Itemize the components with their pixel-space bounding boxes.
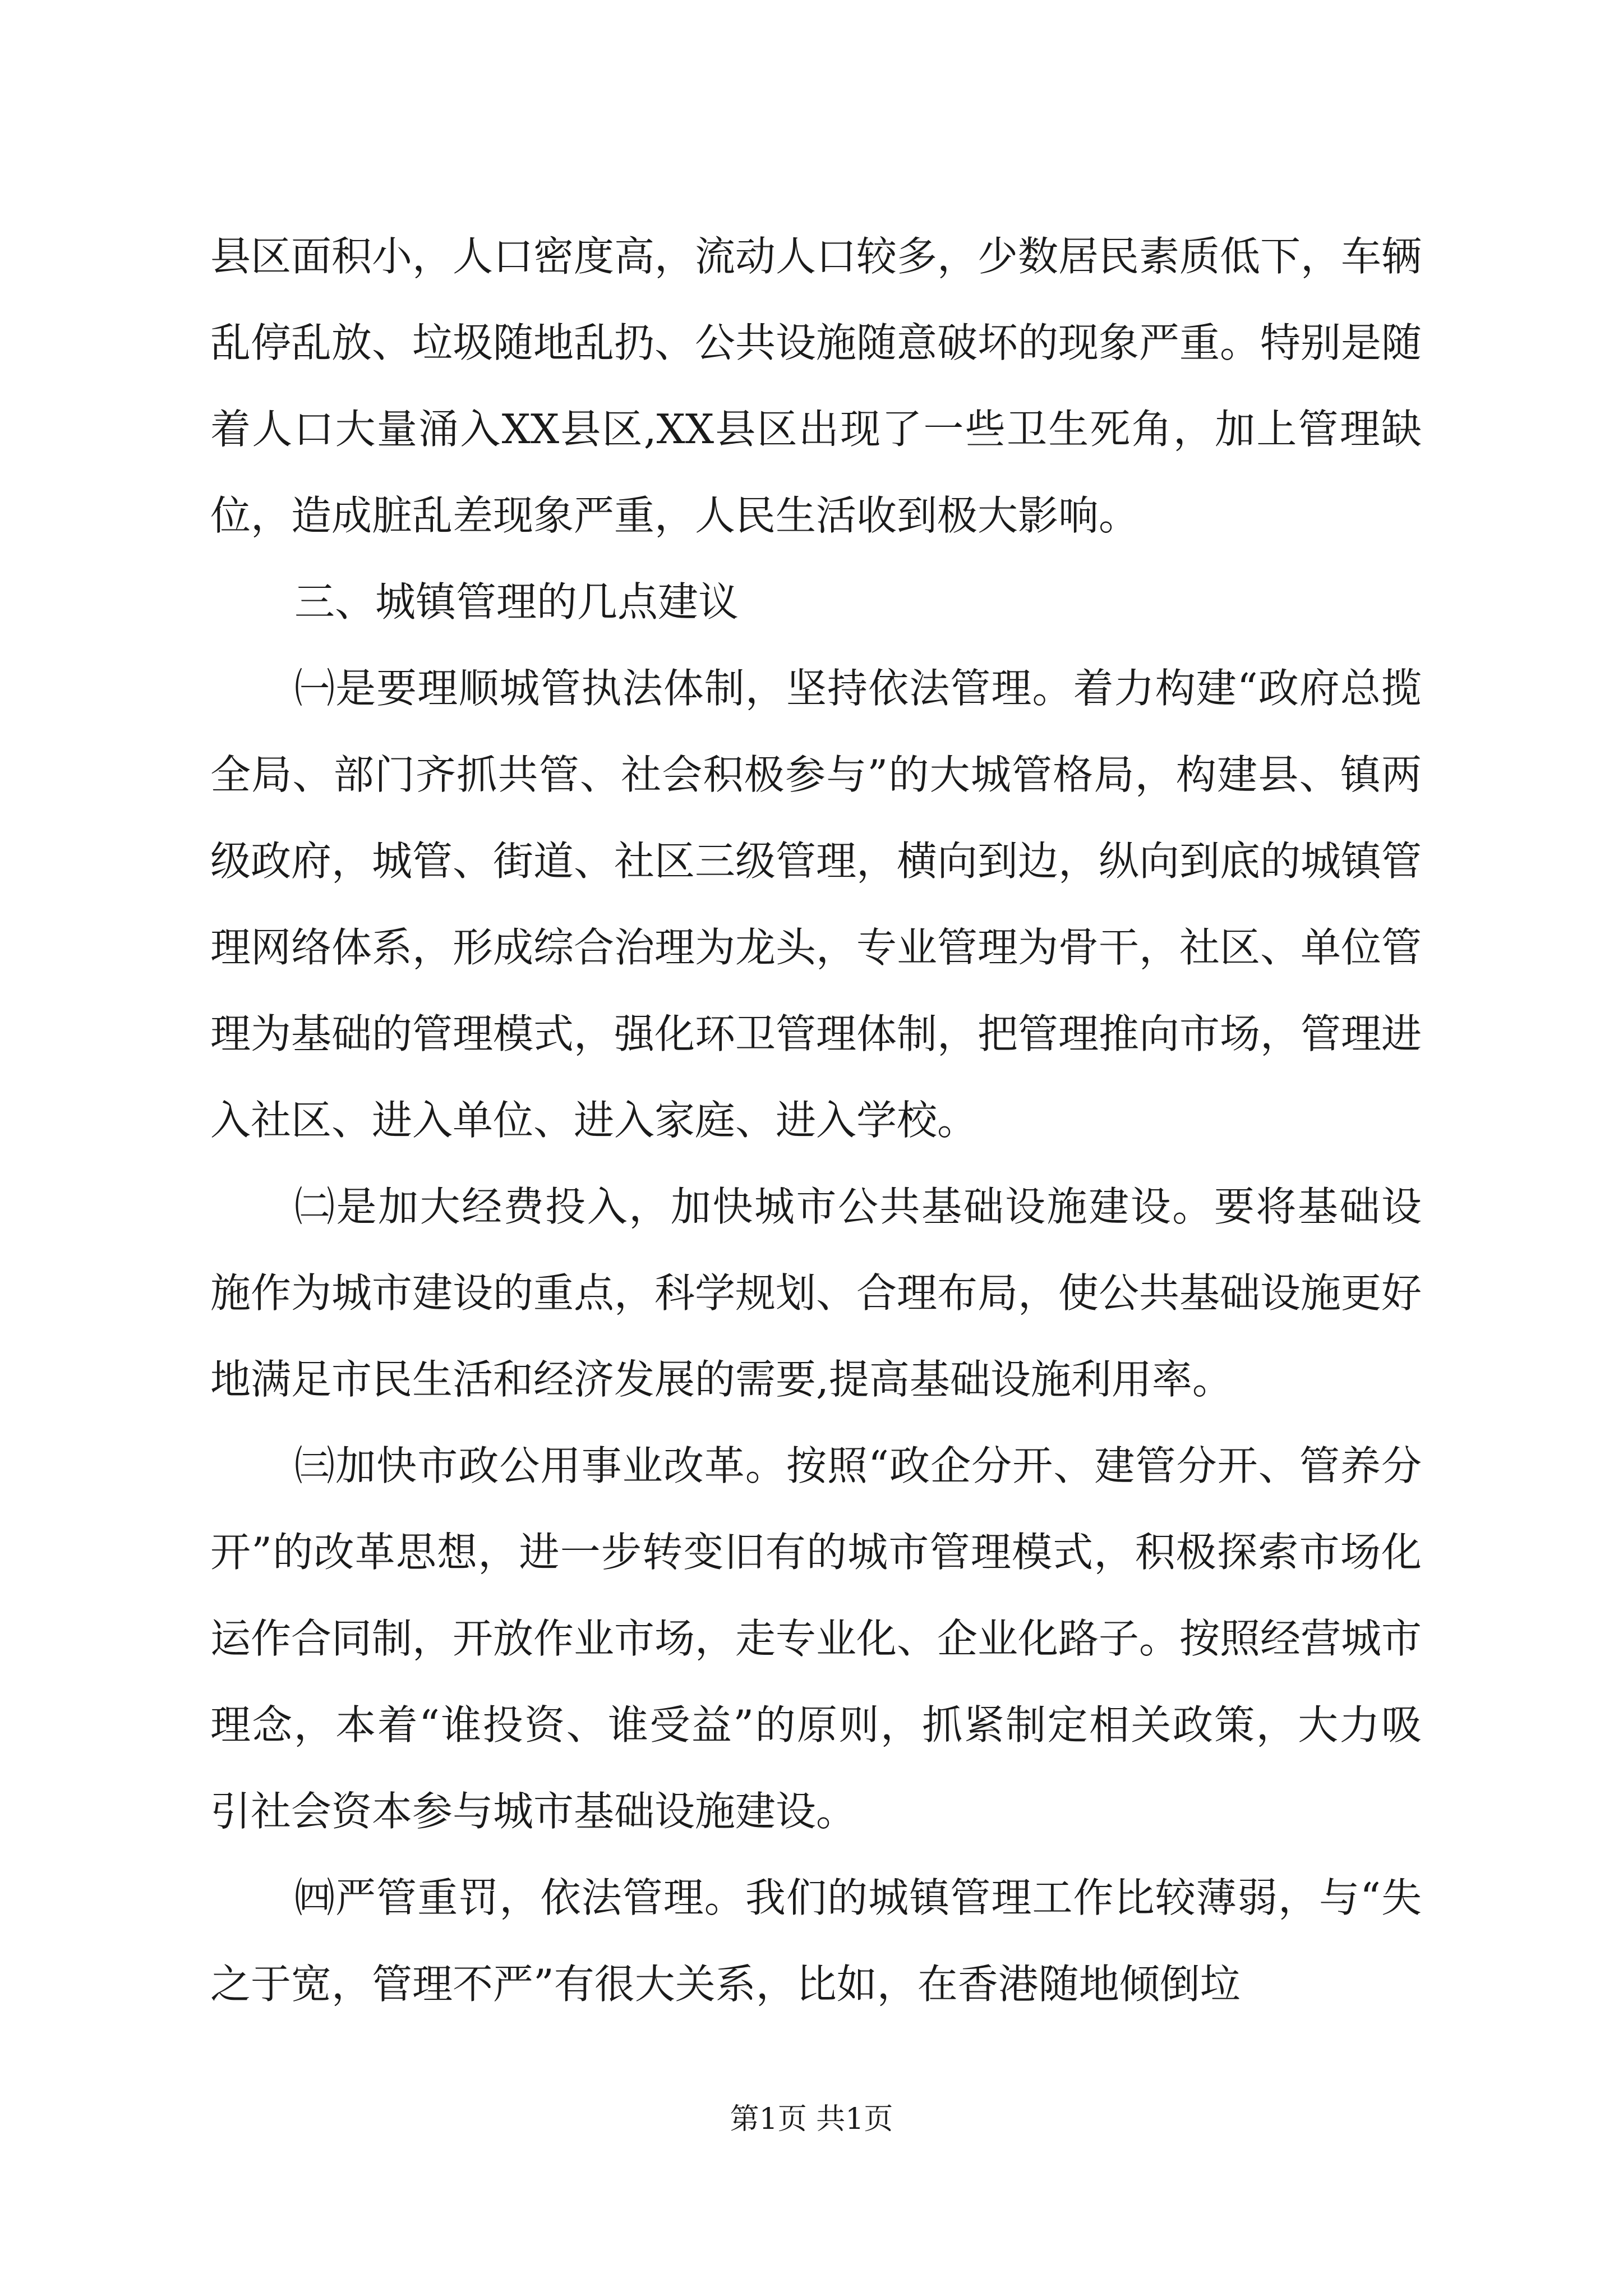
paragraph-suggestion-4: ㈣严管重罚，依法管理。我们的城镇管理工作比较薄弱，与“失之于宽，管理不严”有很大关系，比如，在香港随地倾倒垃 <box>210 1874 1422 2008</box>
section-heading: 三、城镇管理的几点建议 <box>294 578 739 625</box>
document-body <box>210 213 1422 2027</box>
paragraph-suggestion-1: ㈠是要理顺城管执法体制，坚持依法管理。着力构建“政府总揽全局、部门齐抓共管、社会积极参与”的大城管格局，构建县、镇两级政府，城管、街道、社区三级管理，横向到边，纵向到底的城镇管理网络体系，形成综合治理为龙头，专业管理为骨干，社区、单位管理为基础的管理模式，强化环卫管理体制，把管理推向市场，管理进入社区、进入单位、进入家庭、进入学校。 <box>210 665 1422 1144</box>
paragraph-continuation: 县区面积小，人口密度高，流动人口较多，少数居民素质低下，车辆乱停乱放、垃圾随地乱扔、公共设施随意破坏的现象严重。特别是随着人口大量涌入XX县区,XX县区出现了一些卫生死角，加上管理缺位，造成脏乱差现象严重，人民生活收到极大影响。 <box>210 233 1422 539</box>
paragraph-suggestion-2: ㈡是加大经费投入，加快城市公共基础设施建设。要将基础设施作为城市建设的重点，科学规划、合理布局，使公共基础设施更好地满足市民生活和经济发展的需要,提高基础设施利用率。 <box>210 1183 1422 1403</box>
paragraph-suggestion-3: ㈢加快市政公用事业改革。按照“政企分开、建管分开、管养分开”的改革思想，进一步转变旧有的城市管理模式，积极探索市场化运作合同制，开放作业市场，走专业化、企业化路子。按照经营城市理念，本着“谁投资、谁受益”的原则，抓紧制定相关政策，大力吸引社会资本参与城市基础设施建设。 <box>210 1442 1422 1835</box>
page-footer: 第1页 共1页 <box>730 2102 893 2136</box>
